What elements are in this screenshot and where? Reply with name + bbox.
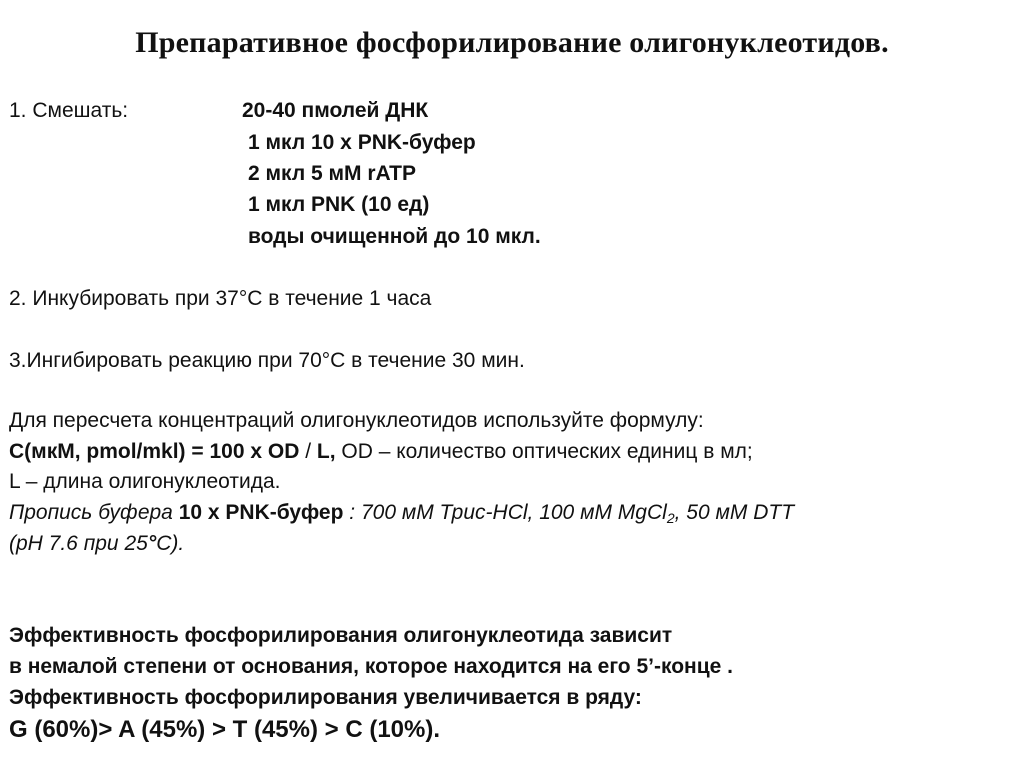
formula-l: L, [316, 440, 336, 463]
step2-text: 2. Инкубировать при 37°С в течение 1 часа [9, 287, 432, 310]
formula-slash: / [299, 440, 317, 463]
buffer-name: 10 х PNK-буфер [178, 501, 344, 524]
buffer-subscript: 2 [666, 510, 675, 526]
efficiency-line3: Эффективность фосфорилирования увеличивается в ряду: [9, 686, 642, 709]
step3-text: 3.Ингибировать реакцию при 70°С в течение 30 мин. [9, 349, 525, 372]
formula-od-desc: OD – количество оптических единиц в мл; [335, 440, 753, 463]
step1-item-water: воды очищенной до 10 мкл. [248, 225, 541, 248]
step1-item-ratp: 2 мкл 5 мМ rATP [248, 162, 416, 185]
buffer-prefix: Пропись буфера [9, 501, 179, 524]
formula-intro: Для пересчета концентраций олигонуклеотидов используйте формулу: [9, 409, 704, 432]
formula-line [9, 441, 753, 462]
step1-item-buffer: 1 мкл 10 х PNK-буфер [248, 131, 476, 154]
buffer-composition: : 700 мМ Трис-HCl, 100 мМ MgCl [343, 501, 667, 524]
page-title: Препаративное фосфорилирование олигонуклеотидов. [135, 26, 889, 59]
buffer-rest: , 50 мМ DTT [674, 501, 795, 524]
buffer-line [9, 501, 795, 526]
formula-lhs: С(мкМ, pmol/mkl) = 100 x OD [9, 440, 300, 463]
buffer-ph-line [9, 533, 184, 554]
efficiency-line2: в немалой степени от основания, которое находится на его 5’-конце . [9, 655, 733, 678]
efficiency-line1: Эффективность фосфорилирования олигонуклеотида зависит [9, 624, 673, 647]
formula-l-desc: L – длина олигонуклеотида. [9, 470, 281, 493]
step1-item-dna: 20-40 пмолей ДНК [242, 99, 429, 122]
buffer-degree: ° [147, 532, 157, 555]
buffer-ph-end: С). [156, 532, 185, 555]
step1-item-pnk: 1 мкл PNK (10 ед) [248, 193, 430, 216]
efficiency-ranking: G (60%)> A (45%) > T (45%) > C (10%). [9, 716, 441, 743]
buffer-ph-start: (pH 7.6 при 25 [9, 532, 148, 555]
step1-label: 1. Смешать: [9, 99, 129, 122]
